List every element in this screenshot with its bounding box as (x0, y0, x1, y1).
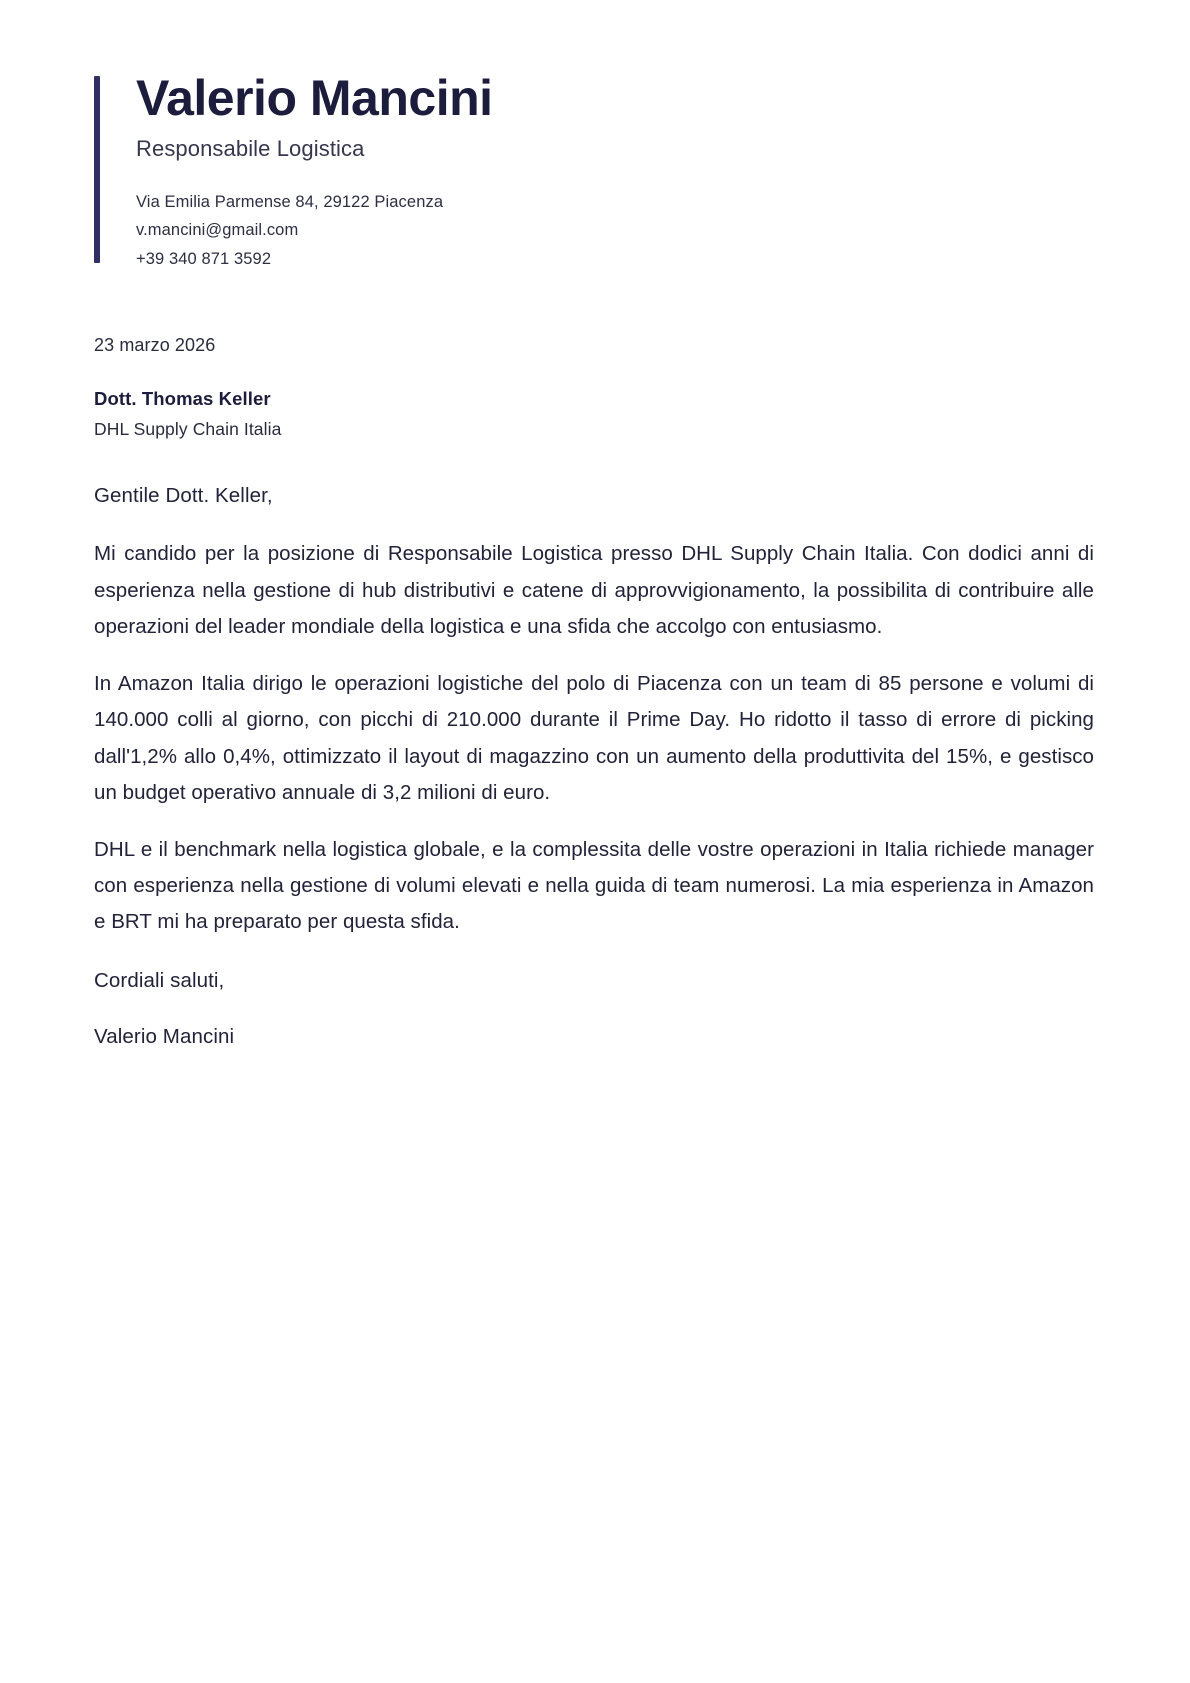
salutation: Gentile Dott. Keller, (94, 484, 273, 508)
letter-date: 23 marzo 2026 (94, 335, 216, 356)
page-title: Valerio Mancini (136, 70, 493, 126)
recipient-name: Dott. Thomas Keller (94, 388, 271, 410)
accent-rule (94, 76, 100, 263)
body-paragraph: Mi candido per la posizione di Responsabile Logistica presso DHL Supply Chain Italia. Con dodici anni di esperienza nella gestione di hub distributivi e catene di approvvigionamento, la possibilita di contribuire alle operazioni del leader mondiale della logistica e una sfida che accolgo con entusiasmo. (94, 542, 1094, 639)
closing-line: Cordiali saluti, (94, 968, 225, 992)
body-paragraph: DHL e il benchmark nella logistica globale, e la complessita delle vostre operazioni in Italia richiede manager con esperienza nella gestione di volumi elevati e nella guida di team numerosi. La mia esperienza in Amazon e BRT mi ha preparato per questa sfida. (94, 837, 1094, 934)
body-paragraph: In Amazon Italia dirigo le operazioni logistiche del polo di Piacenza con un team di 85 persone e volumi di 140.000 colli al giorno, con picchi di 210.000 durante il Prime Day. Ho ridotto il tasso di errore di picking dall'1,2% allo 0,4%, ottimizzato il layout di magazzino con un aumento della produttivita del 15%, e gestisco un budget operativo annuale di 3,2 milioni di euro. (94, 671, 1094, 805)
contact-address: Via Emilia Parmense 84, 29122 Piacenza (136, 193, 444, 211)
signature-name: Valerio Mancini (94, 1024, 235, 1048)
letter-header (94, 70, 1094, 273)
contact-phone[interactable]: +39 340 871 3592 (136, 249, 272, 268)
job-title: Responsabile Logistica (136, 136, 365, 161)
contact-email[interactable]: v.mancini@gmail.com (136, 221, 299, 240)
recipient-company: DHL Supply Chain Italia (94, 419, 282, 440)
